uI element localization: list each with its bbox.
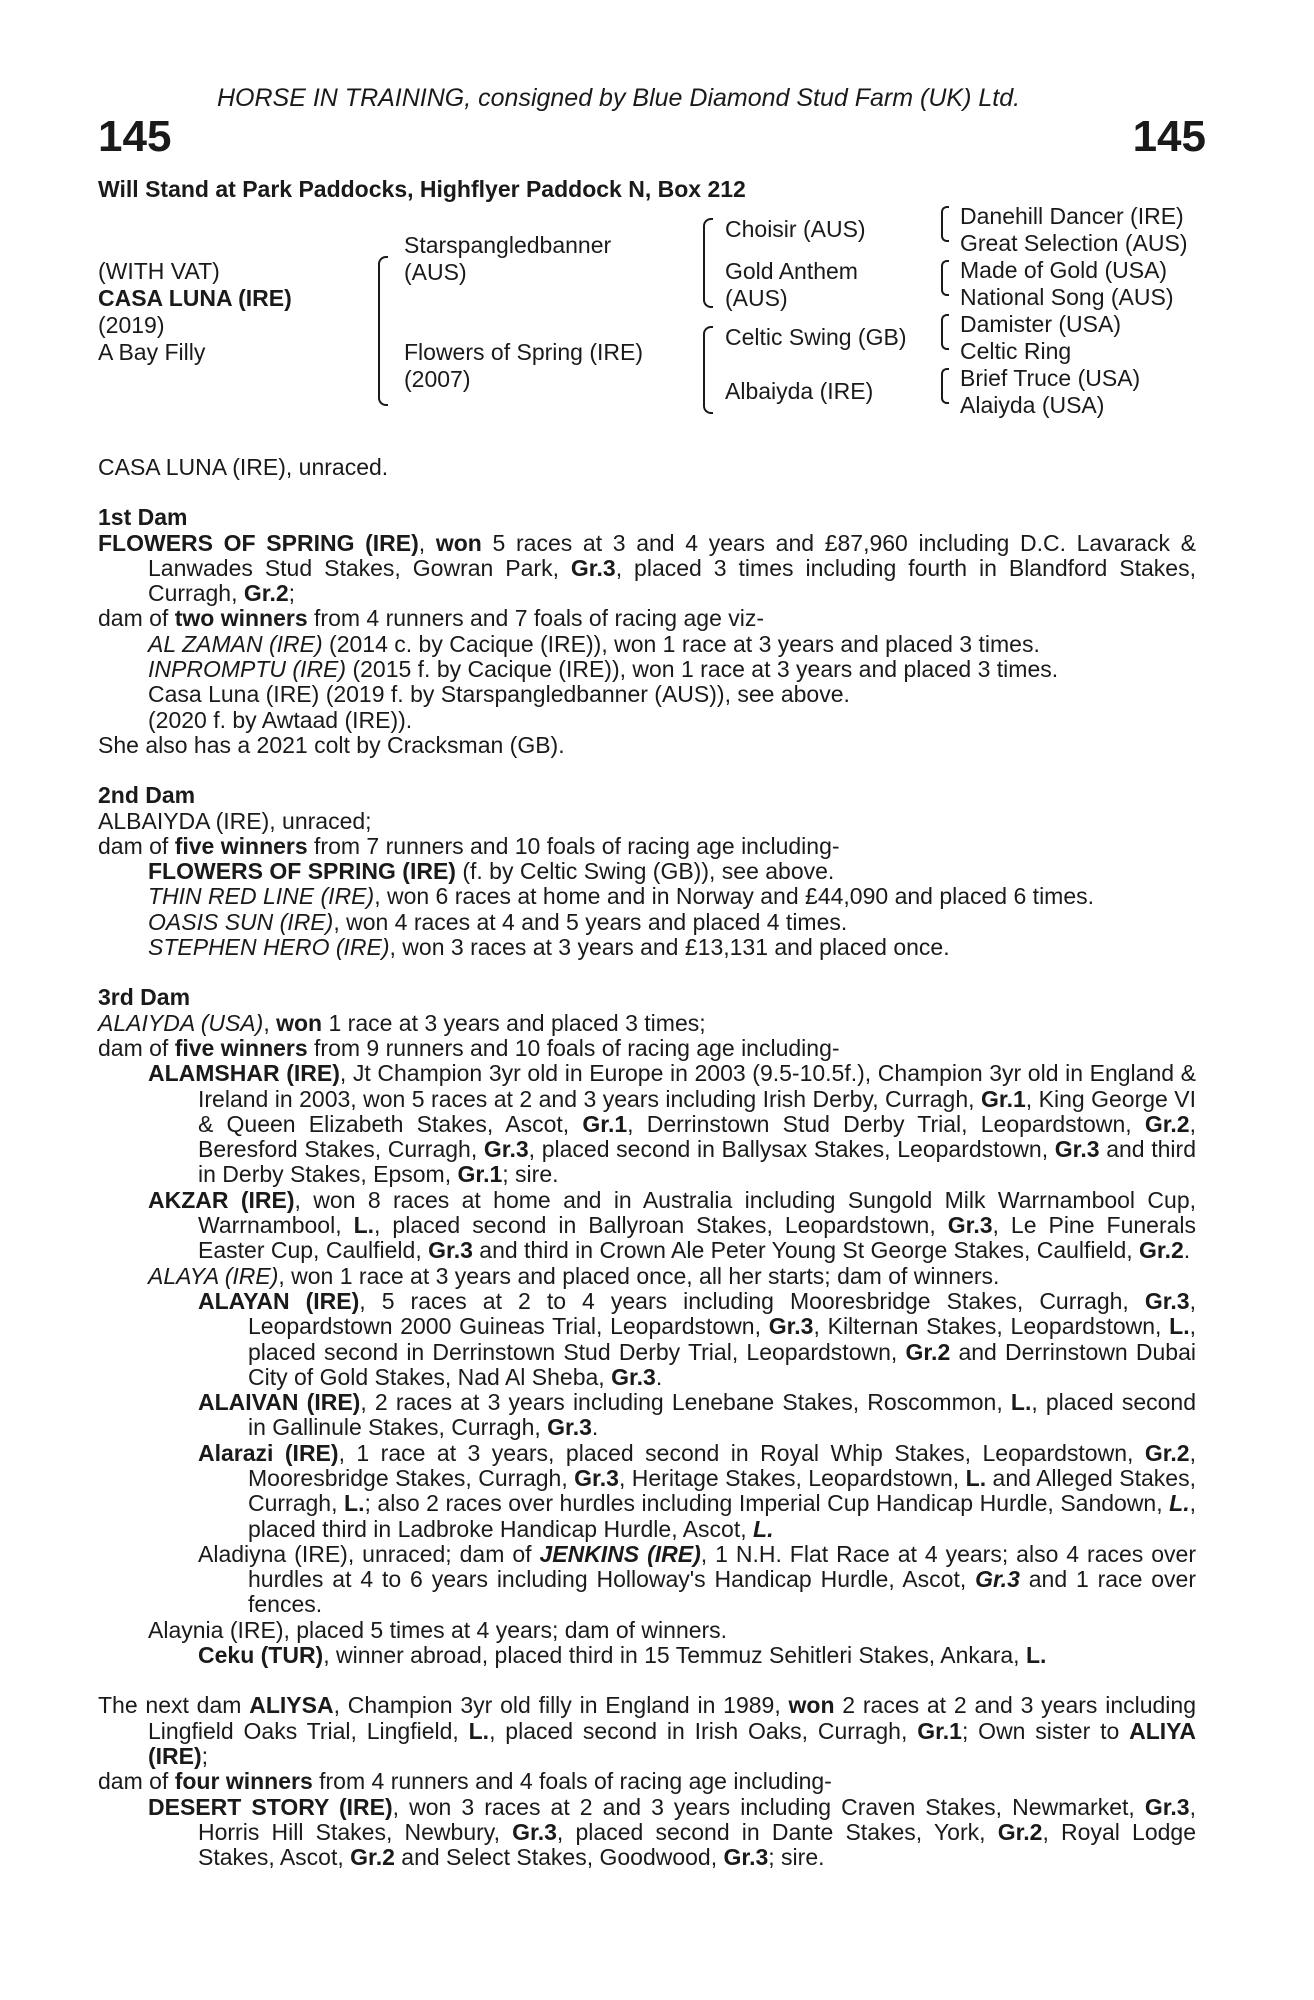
text-run: from 4 runners and 4 foals of racing age including- <box>312 1768 832 1795</box>
emphasis-text: Gr.1 <box>582 1110 628 1137</box>
emphasis-text: Gr.2 <box>997 1818 1043 1845</box>
produce-entry <box>98 910 1196 935</box>
emphasis-text: L. <box>344 1490 365 1517</box>
emphasis-text: ALIYSA <box>249 1692 334 1719</box>
text-run: , Horris Hill Stakes, Newbury, <box>198 1793 1196 1845</box>
text-run: ; also 2 races over hurdles including Imperial Cup Handicap Hurdle, Sandown, <box>364 1490 1170 1517</box>
ggp-2: Great Selection (AUS) <box>960 230 1188 256</box>
emphasis-text: won <box>435 529 482 556</box>
emphasis-text: Gr.3 <box>768 1313 814 1340</box>
second-dam-record <box>98 809 1196 834</box>
text-run: , placed second in Derrinstown Stud Derby Trial, Leopardstown, <box>248 1313 1197 1365</box>
produce-entry <box>98 1795 1196 1871</box>
emphasis-text: won <box>788 1692 835 1719</box>
vat-note: (WITH VAT) <box>98 258 220 284</box>
emphasis-text: Gr.2 <box>1139 1237 1184 1264</box>
text-run: , Royal Lodge Stakes, Ascot, <box>198 1818 1196 1871</box>
produce-entry <box>98 682 1196 707</box>
emphasis-text: Gr.2 <box>243 580 289 607</box>
emphasis-text: won <box>276 1009 323 1036</box>
text-run: , Champion 3yr old filly in England in 1989, <box>333 1692 789 1719</box>
text-run: She also has a 2021 colt by Cracksman (GB). <box>98 731 565 758</box>
lot-number-left: 145 <box>98 112 172 161</box>
emphasis-text: two winners <box>174 605 308 632</box>
first-dam-heading: 1st Dam <box>98 504 188 531</box>
produce-entry <box>98 884 1196 909</box>
text-run: ; sire. <box>768 1844 825 1871</box>
lot-number-right: 145 <box>1132 112 1206 161</box>
pedigree-notes <box>98 455 1196 1870</box>
horse-name: CASA LUNA (IRE) <box>98 285 292 311</box>
emphasis-text: Gr.3 <box>611 1363 656 1390</box>
text-run: ; Own sister to <box>961 1717 1130 1744</box>
emphasis-text: STEPHEN HERO (IRE) <box>148 934 390 961</box>
text-run: . <box>591 1414 599 1441</box>
sire-name: Starspangledbanner <box>404 232 612 258</box>
emphasis-text: Gr.3 <box>570 554 616 581</box>
text-run: , Kilternan Stakes, Leopardstown, <box>813 1313 1170 1340</box>
emphasis-text: ALIYA (IRE) <box>148 1717 1197 1769</box>
text-run: dam of <box>98 605 175 632</box>
text-run: , 1 race at 3 years, placed second in Royal Whip Stakes, Leopardstown, <box>338 1439 1145 1466</box>
text-run: and third in Crown Ale Peter Young St George Stakes, Caulfield, <box>472 1237 1140 1264</box>
produce-entry <box>98 1061 1196 1187</box>
second-dam-produce-summary <box>98 834 1196 859</box>
emphasis-text: five winners <box>174 1034 308 1061</box>
sire-country: (AUS) <box>404 259 467 285</box>
text-run: ; <box>288 580 296 607</box>
emphasis-text: Gr.3 <box>574 1464 619 1491</box>
sire-sire: Choisir (AUS) <box>725 216 866 242</box>
text-run: from 7 runners and 10 foals of racing age including- <box>307 832 840 859</box>
emphasis-text: ALAYAN (IRE) <box>198 1287 360 1314</box>
emphasis-text: L. <box>1169 1313 1190 1340</box>
horse-description: A Bay Filly <box>98 339 206 365</box>
first-dam-produce-summary <box>98 606 1196 631</box>
emphasis-text: THIN RED LINE (IRE) <box>148 883 375 910</box>
text-run: , won 6 races at home and in Norway and £44,090 and placed 6 times. <box>374 883 1095 910</box>
brace-ggp-2 <box>941 260 949 296</box>
text-run: Casa Luna (IRE) (2019 f. by Starspangledbanner (AUS)), see above. <box>148 681 850 708</box>
text-run: , <box>263 1009 277 1036</box>
second-dam-heading: 2nd Dam <box>98 782 196 809</box>
ggp-6: Celtic Ring <box>960 338 1072 364</box>
ggp-3: Made of Gold (USA) <box>960 257 1168 283</box>
first-dam-note <box>98 733 1196 758</box>
emphasis-text: L. <box>965 1464 987 1491</box>
emphasis-text: Ceku (TUR) <box>198 1642 324 1669</box>
text-run: dam of <box>98 1768 175 1795</box>
text-run: The next dam <box>98 1692 250 1719</box>
emphasis-text: Gr.3 <box>1144 1793 1190 1820</box>
text-run: from 9 runners and 10 foals of racing age including- <box>307 1034 840 1061</box>
text-run: , placed second in Dante Stakes, York, <box>556 1818 998 1845</box>
text-run: , <box>418 529 436 556</box>
dam-dam: Albaiyda (IRE) <box>725 378 874 404</box>
emphasis-text: AKZAR (IRE) <box>148 1186 295 1213</box>
emphasis-text: L. <box>468 1717 490 1744</box>
text-run: , won 8 races at home and in Australia including Sungold Milk Warrnambool Cup, Warrnambool, <box>198 1186 1196 1239</box>
text-run: , Derrinstown Stud Derby Trial, Leopardstown, <box>627 1110 1145 1137</box>
emphasis-text: Gr.3 <box>547 1414 592 1441</box>
text-run: and third in Derby Stakes, Epsom, <box>198 1136 1196 1188</box>
brace-sire-dam <box>378 256 388 406</box>
produce-entry <box>98 708 1196 733</box>
text-run: . <box>1183 1237 1191 1264</box>
text-run: ALBAIYDA (IRE), unraced; <box>98 807 372 834</box>
unraced-note: CASA LUNA (IRE), unraced. <box>98 454 389 480</box>
emphasis-text: four winners <box>174 1768 313 1795</box>
text-run: , placed second in Ballysax Stakes, Leopardstown, <box>528 1136 1055 1163</box>
text-run: . <box>655 1363 663 1390</box>
text-run: and 1 race over fences. <box>248 1566 1196 1618</box>
emphasis-text: INPROMPTU (IRE) <box>148 656 347 683</box>
ggp-8: Alaiyda (USA) <box>960 392 1105 418</box>
text-run: 2 races at 2 and 3 years including Lingfield Oaks Trial, Lingfield, <box>148 1692 1196 1744</box>
emphasis-text: ALAMSHAR (IRE) <box>148 1060 340 1087</box>
text-run: , placed third in Ladbroke Handicap Hurdle, Ascot, <box>248 1490 1196 1542</box>
emphasis-text: Alarazi (IRE) <box>198 1439 339 1466</box>
text-run: , Jt Champion 3yr old in Europe in 2003 (9.5-10.5f.), Champion 3yr old in England & Ireland in 2003, won 5 races at 2 and 3 years including Irish Derby, Curragh, <box>198 1060 1196 1112</box>
text-run: , won 1 race at 3 years and placed once, all her starts; dam of winners. <box>278 1262 1000 1289</box>
text-run: , won 3 races at 2 and 3 years including Craven Stakes, Newmarket, <box>392 1793 1145 1820</box>
next-dam-record <box>98 1693 1196 1769</box>
third-dam-produce-summary <box>98 1036 1196 1061</box>
emphasis-text: L. <box>353 1212 375 1239</box>
sire-dam-country: (AUS) <box>725 285 788 311</box>
text-run: and Derrinstown Dubai City of Gold Stakes, Nad Al Sheba, <box>248 1338 1197 1390</box>
text-run: , placed second in Gallinule Stakes, Curragh, <box>248 1389 1196 1441</box>
brace-dam-parents <box>703 326 713 414</box>
text-run: , Le Pine Funerals Easter Cup, Caulfield, <box>198 1212 1197 1264</box>
text-run: ; sire. <box>502 1161 559 1188</box>
text-run: Alaynia (IRE), placed 5 times at 4 years; dam of winners. <box>148 1616 728 1643</box>
emphasis-text: Gr.1 <box>917 1717 962 1744</box>
third-dam-heading: 3rd Dam <box>98 984 191 1011</box>
text-run: and Select Stakes, Goodwood, <box>394 1844 724 1871</box>
grand-produce-entry <box>98 1289 1196 1390</box>
emphasis-text: Gr.3 <box>947 1212 993 1239</box>
emphasis-text: five winners <box>174 832 308 859</box>
text-run: , King George VI & Queen Elizabeth Stakes, Ascot, <box>198 1085 1197 1137</box>
text-run: 1 race at 3 years and placed 3 times; <box>322 1009 706 1036</box>
emphasis-text: FLOWERS OF SPRING (IRE) <box>98 529 419 556</box>
produce-entry <box>98 859 1196 884</box>
emphasis-text: AL ZAMAN (IRE) <box>148 630 323 657</box>
text-run: , winner abroad, placed third in 15 Temmuz Sehitleri Stakes, Ankara, <box>323 1642 1026 1669</box>
emphasis-text: Gr.3 <box>1144 1287 1190 1314</box>
emphasis-text: JENKINS (IRE) <box>539 1540 701 1567</box>
grand-produce-entry <box>98 1643 1196 1668</box>
text-run: and Alleged Stakes, Curragh, <box>248 1464 1196 1517</box>
text-run: from 4 runners and 7 foals of racing age viz- <box>307 605 765 632</box>
text-run: (2020 f. by Awtaad (IRE)). <box>148 706 413 733</box>
emphasis-text: Gr.2 <box>1144 1110 1190 1137</box>
grand-produce-entry <box>98 1542 1196 1618</box>
emphasis-text: ALAIVAN (IRE) <box>198 1389 361 1416</box>
text-run: , placed second in Ballyroan Stakes, Leopardstown, <box>374 1212 948 1239</box>
emphasis-text: Gr.3 <box>512 1818 557 1845</box>
text-run: , won 3 races at 3 years and £13,131 and placed once. <box>389 934 950 961</box>
text-run: dam of <box>98 1034 175 1061</box>
produce-entry <box>98 935 1196 960</box>
ggp-5: Damister (USA) <box>960 311 1122 337</box>
dam-sire: Celtic Swing (GB) <box>725 324 907 350</box>
horse-year: (2019) <box>98 312 165 338</box>
emphasis-text: L. <box>1010 1389 1032 1416</box>
ggp-4: National Song (AUS) <box>960 284 1174 310</box>
ggp-1: Danehill Dancer (IRE) <box>960 203 1184 229</box>
text-run: (2014 c. by Cacique (IRE)), won 1 race at 3 years and placed 3 times. <box>322 630 1040 657</box>
stand-location: Will Stand at Park Paddocks, Highflyer Paddock N, Box 212 <box>98 176 746 202</box>
emphasis-text: Gr.3 <box>1054 1136 1100 1163</box>
emphasis-text: Gr.3 <box>483 1136 529 1163</box>
text-run: 5 races at 3 and 4 years and £87,960 including D.C. Lavarack & Lanwades Stud Stakes, Gowran Park, <box>148 529 1196 581</box>
ggp-7: Brief Truce (USA) <box>960 365 1141 391</box>
emphasis-text: Gr.3 <box>723 1844 769 1871</box>
text-run: , placed second in Irish Oaks, Curragh, <box>489 1717 918 1744</box>
grand-produce-entry <box>98 1390 1196 1441</box>
emphasis-text: Gr.1 <box>457 1161 503 1188</box>
text-run: , Heritage Stakes, Leopardstown, <box>618 1464 966 1491</box>
text-run: (f. by Celtic Swing (GB)), see above. <box>455 858 835 885</box>
grand-produce-entry <box>98 1441 1196 1542</box>
emphasis-text: L. <box>1025 1642 1047 1669</box>
produce-entry <box>98 1264 1196 1289</box>
emphasis-text: Gr.2 <box>905 1338 951 1365</box>
emphasis-text: FLOWERS OF SPRING (IRE) <box>148 858 456 885</box>
third-dam-record <box>98 1011 1196 1036</box>
first-dam-record <box>98 531 1196 607</box>
text-run: , 1 N.H. Flat Race at 4 years; also 4 races over hurdles at 4 to 6 years including Holloway's Handicap Hurdle, Ascot, <box>248 1540 1196 1593</box>
brace-ggp-4 <box>941 368 949 404</box>
sire-dam-name: Gold Anthem <box>725 258 858 284</box>
emphasis-text: Gr.2 <box>1144 1439 1190 1466</box>
text-run: ; <box>201 1742 209 1769</box>
emphasis-text: Gr.1 <box>981 1085 1026 1112</box>
dam-name: Flowers of Spring (IRE) <box>404 339 644 365</box>
emphasis-text: L. <box>1169 1490 1190 1517</box>
produce-entry <box>98 657 1196 682</box>
text-run: , 2 races at 3 years including Lenebane Stakes, Roscommon, <box>360 1389 1011 1416</box>
text-run: (2015 f. by Cacique (IRE)), won 1 race at 3 years and placed 3 times. <box>346 656 1059 683</box>
text-run: dam of <box>98 832 175 859</box>
emphasis-text: DESERT STORY (IRE) <box>148 1793 393 1820</box>
emphasis-text: Gr.3 <box>428 1237 473 1264</box>
text-run: , Beresford Stakes, Curragh, <box>198 1110 1196 1163</box>
text-run: Aladiyna (IRE), unraced; dam of <box>198 1540 540 1567</box>
brace-ggp-1 <box>941 206 949 242</box>
emphasis-text: L. <box>753 1515 774 1542</box>
text-run: , Leopardstown 2000 Guineas Trial, Leopardstown, <box>248 1287 1196 1340</box>
produce-entry <box>98 1618 1196 1643</box>
dam-year: (2007) <box>404 366 471 392</box>
next-dam-produce-summary <box>98 1769 1196 1794</box>
emphasis-text: ALAYA (IRE) <box>148 1262 279 1289</box>
text-run: , won 4 races at 4 and 5 years and placed 4 times. <box>333 908 848 935</box>
brace-sire-parents <box>703 218 713 308</box>
consignment-header: HORSE IN TRAINING, consigned by Blue Diamond Stud Farm (UK) Ltd. <box>217 84 1021 112</box>
emphasis-text: ALAIYDA (USA) <box>98 1009 264 1036</box>
emphasis-text: Gr.2 <box>350 1844 395 1871</box>
emphasis-text: OASIS SUN (IRE) <box>148 908 334 935</box>
text-run: , Mooresbridge Stakes, Curragh, <box>248 1439 1196 1491</box>
brace-ggp-3 <box>941 314 949 350</box>
text-run: , 5 races at 2 to 4 years including Mooresbridge Stakes, Curragh, <box>359 1287 1145 1314</box>
produce-entry <box>98 632 1196 657</box>
produce-entry <box>98 1188 1196 1264</box>
text-run: , placed 3 times including fourth in Blandford Stakes, Curragh, <box>148 554 1196 607</box>
emphasis-text: Gr.3 <box>975 1566 1020 1593</box>
